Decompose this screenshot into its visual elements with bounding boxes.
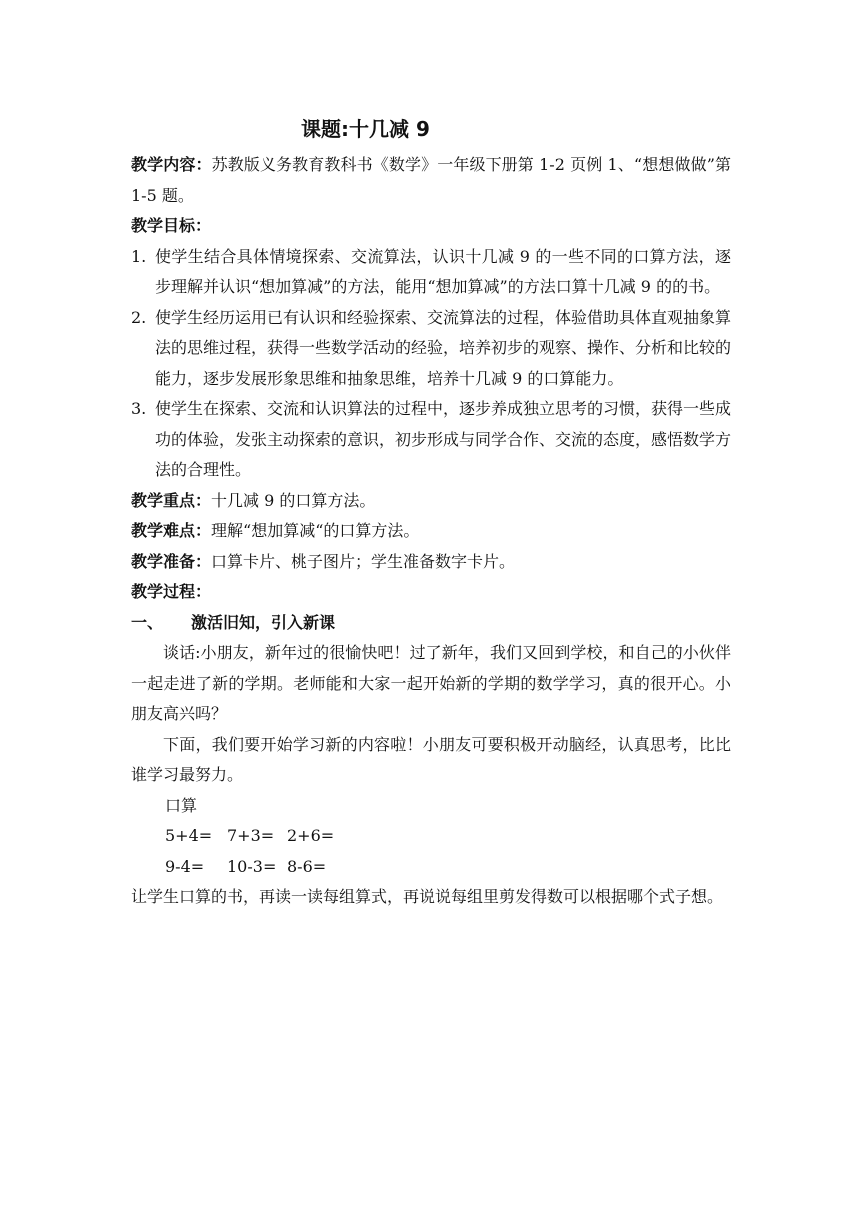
difficulty-text: 理解“想加算减“的口算方法。 [211, 521, 420, 540]
calc-expression: 5+4= [165, 826, 213, 845]
calc-row-2 [131, 852, 731, 883]
teaching-content-text: 苏教版义务教育教科书《数学》一年级下册第 1-2 页例 1、“想想做做”第 1-5 题。 [131, 155, 731, 205]
goal-item-2 [131, 303, 731, 395]
calc-expression: 10-3= [227, 856, 277, 876]
calc-expression: 9-4= [165, 856, 205, 876]
teaching-difficulty [131, 516, 731, 547]
goal-text: 使学生结合具体情境探索、交流算法，认识十几减 9 的一些不同的口算方法，逐步理解并认识“想加算减”的方法，能用“想加算减”的方法口算十几减 9 的的书。 [155, 246, 731, 296]
teaching-process-label: 教学过程： [131, 582, 212, 601]
oral-calc-label: 口算 [165, 795, 198, 815]
teaching-preparation [131, 547, 731, 578]
instruction-paragraph: 让学生口算的书，再读一读每组算式，再说说每组里剪发得数可以根据哪个式子想。 [131, 887, 724, 906]
section-heading [131, 608, 731, 639]
difficulty-label: 教学难点： [131, 521, 212, 540]
intro-paragraph: 下面，我们要开始学习新的内容啦！小朋友可要积极开动脑经，认真思考，比比谁学习最努力。 [131, 734, 731, 784]
goal-text: 使学生经历运用已有认识和经验探索、交流算法的过程，体验借助具体直观抽象算法的思维过程，获得一些数学活动的经验，培养初步的观察、操作、分析和比较的能力，逐步发展形象思维和抽象思维，培养十几减 9 的口算能力。 [155, 307, 732, 388]
keypoint-text: 十几减 9 的口算方法。 [211, 490, 376, 510]
keypoint-label: 教学重点： [131, 490, 212, 510]
dialogue-paragraph: 谈话:小朋友，新年过的很愉快吧！过了新年，我们又回到学校，和自己的小伙伴一起走进了新的学期。老师能和大家一起开始新的学期的数学学习，真的很开心。小朋友高兴吗？ [131, 643, 731, 723]
goal-text: 使学生在探索、交流和认识算法的过程中，逐步养成独立思考的习惯，获得一些成功的体验，发张主动探索的意识，初步形成与同学合作、交流的态度，感悟数学方法的合理性。 [155, 399, 732, 479]
document-body [131, 114, 731, 913]
teaching-keypoint [131, 486, 731, 517]
preparation-label: 教学准备： [131, 551, 212, 571]
goal-number: 2. [131, 307, 147, 327]
goal-item-1 [131, 242, 731, 303]
teaching-content [131, 150, 731, 211]
teaching-content-label: 教学内容： [131, 155, 212, 174]
section-number: 一、 [131, 612, 164, 632]
section-title: 激活旧知，引入新课 [191, 612, 336, 632]
goal-item-3 [131, 394, 731, 486]
calc-row-1 [131, 821, 731, 852]
goal-number: 1. [131, 246, 147, 266]
goal-number: 3. [131, 399, 147, 418]
calc-expression: 7+3= [227, 826, 275, 845]
teaching-goals-label: 教学目标： [131, 216, 212, 235]
calc-expression: 8-6= [287, 856, 327, 876]
preparation-text: 口算卡片、桃子图片；学生准备数字卡片。 [211, 551, 516, 571]
calc-expression: 2+6= [287, 826, 335, 845]
page-title: 课题:十几减 9 [301, 117, 430, 141]
